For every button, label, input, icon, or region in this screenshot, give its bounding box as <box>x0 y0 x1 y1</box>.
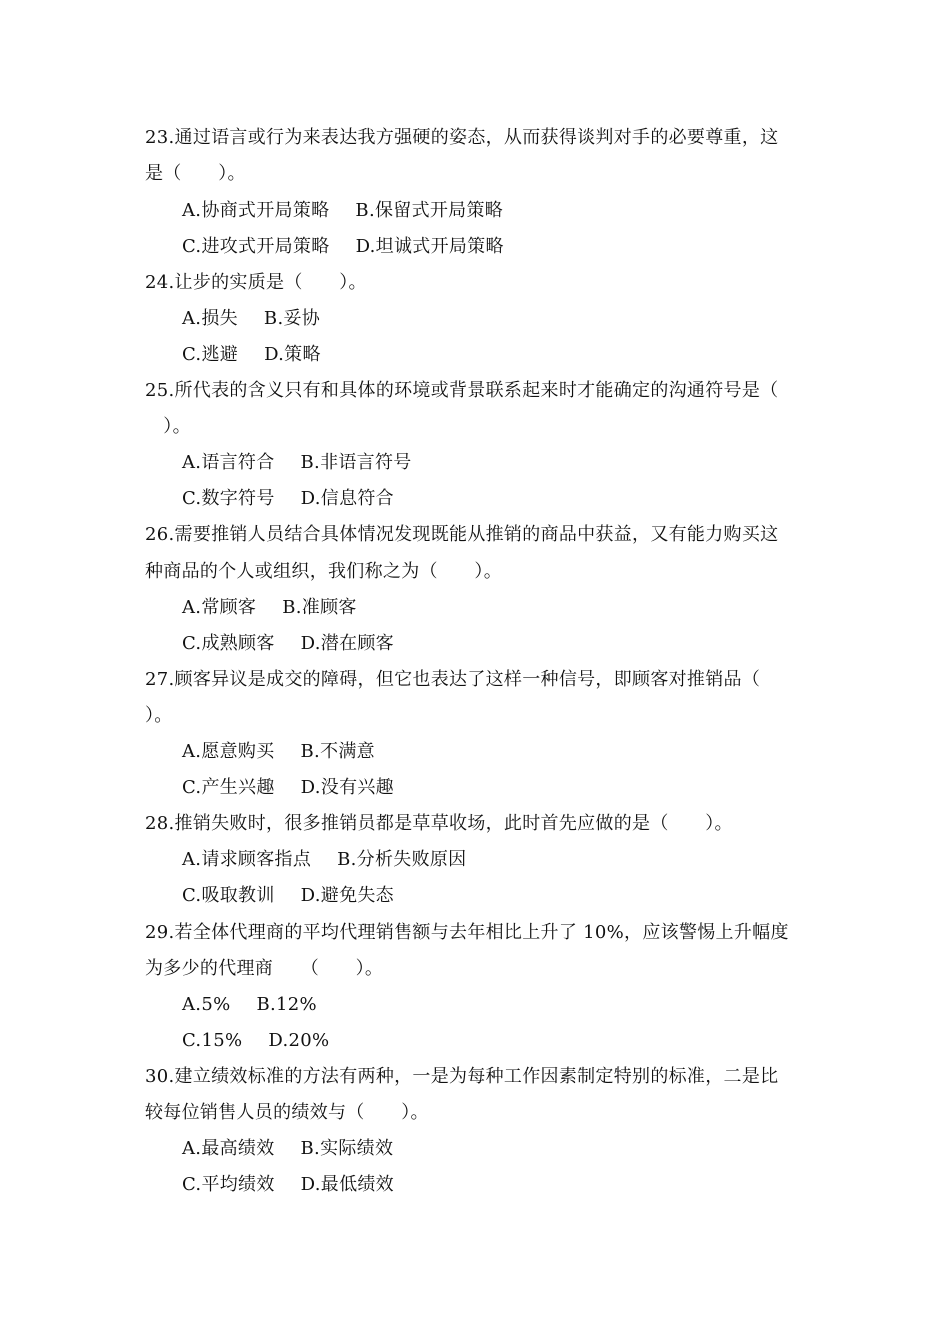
option-c: C.进攻式开局策略 <box>182 236 330 257</box>
question-23-options-row-2 <box>182 235 504 259</box>
question-30-options-row-1 <box>182 1137 393 1161</box>
option-d: D.潜在顾客 <box>300 633 394 654</box>
question-26-line-1: 26.需要推销人员结合具体情况发现既能从推销的商品中获益，又有能力购买这 <box>145 524 779 545</box>
question-27-options-row-2 <box>182 776 394 800</box>
option-a: A.5% <box>182 994 231 1015</box>
option-d: D.20% <box>268 1030 330 1051</box>
option-c: C.产生兴趣 <box>182 777 275 798</box>
option-c: C.15% <box>182 1030 243 1051</box>
question-25-line-2: ）。 <box>145 416 191 437</box>
question-24-line-1: 24.让步的实质是（ ）。 <box>145 272 367 293</box>
option-d: D.策略 <box>264 344 321 365</box>
question-29-line-2: 为多少的代理商 （ ）。 <box>145 958 384 979</box>
question-25-options-row-1 <box>182 451 412 475</box>
option-d: D.避免失态 <box>300 885 394 906</box>
question-23-options-row-1 <box>182 199 503 223</box>
option-b: B.非语言符号 <box>300 452 412 473</box>
option-c: C.平均绩效 <box>182 1174 275 1195</box>
question-29-options-row-1 <box>182 993 317 1017</box>
option-a: A.最高绩效 <box>182 1138 275 1159</box>
question-30-options-row-2 <box>182 1173 394 1197</box>
question-26-options-row-2 <box>182 632 394 656</box>
option-a: A.语言符合 <box>182 452 275 473</box>
question-28-options-row-2 <box>182 884 394 908</box>
option-b: B.保留式开局策略 <box>355 200 504 221</box>
question-27-line-2: ）。 <box>145 705 173 726</box>
question-29-options-row-2 <box>182 1029 329 1053</box>
question-24-options-row-2 <box>182 343 321 367</box>
question-30-line-1: 30.建立绩效标准的方法有两种，一是为每种工作因素制定特别的标准，二是比 <box>145 1066 779 1087</box>
option-b: B.妥协 <box>263 308 321 329</box>
option-c: C.数字符号 <box>182 488 275 509</box>
question-27-line-1: 27.顾客异议是成交的障碍，但它也表达了这样一种信号，即顾客对推销品（ <box>145 669 761 690</box>
option-b: B.实际绩效 <box>300 1138 394 1159</box>
option-b: B.准顾客 <box>282 597 357 618</box>
option-a: A.损失 <box>182 308 238 329</box>
option-d: D.坦诚式开局策略 <box>355 236 504 257</box>
option-a: A.请求顾客指点 <box>182 849 312 870</box>
option-d: D.没有兴趣 <box>300 777 394 798</box>
question-28-options-row-1 <box>182 848 466 872</box>
option-c: C.成熟顾客 <box>182 633 275 654</box>
question-29-line-1: 29.若全体代理商的平均代理销售额与去年相比上升了 10%，应该警惕上升幅度 <box>145 922 789 943</box>
question-25-line-1: 25.所代表的含义只有和具体的环境或背景联系起来时才能确定的沟通符号是（ <box>145 380 779 401</box>
question-24-options-row-1 <box>182 307 320 331</box>
question-28-line-1: 28.推销失败时，很多推销员都是草草收场，此时首先应做的是（ ）。 <box>145 813 733 834</box>
option-a: A.常顾客 <box>182 597 257 618</box>
question-23-line-1: 23.通过语言或行为来表达我方强硬的姿态，从而获得谈判对手的必要尊重，这 <box>145 127 779 148</box>
option-d: D.信息符合 <box>300 488 394 509</box>
option-b: B.12% <box>256 994 317 1015</box>
option-c: C.吸取教训 <box>182 885 275 906</box>
option-b: B.分析失败原因 <box>337 849 467 870</box>
question-26-line-2: 种商品的个人或组织，我们称之为（ ）。 <box>145 561 502 582</box>
option-d: D.最低绩效 <box>300 1174 394 1195</box>
question-26-options-row-1 <box>182 596 357 620</box>
question-27-options-row-1 <box>182 740 375 764</box>
option-b: B.不满意 <box>300 741 375 762</box>
option-c: C.逃避 <box>182 344 239 365</box>
option-a: A.协商式开局策略 <box>182 200 330 221</box>
question-23-line-2: 是（ ）。 <box>145 163 246 184</box>
question-30-line-2: 较每位销售人员的绩效与（ ）。 <box>145 1102 429 1123</box>
option-a: A.愿意购买 <box>182 741 275 762</box>
question-25-options-row-2 <box>182 487 394 511</box>
